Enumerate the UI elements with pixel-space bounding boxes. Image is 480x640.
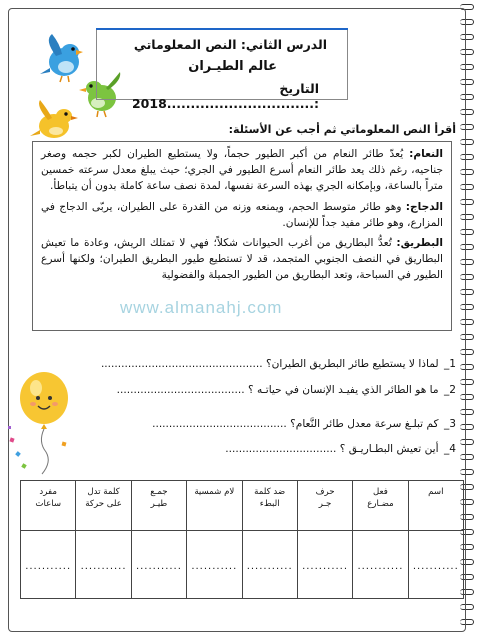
question-text: كم تبلـغ سرعة معدل طائر النَّعام؟ ........................................: [152, 418, 439, 430]
question-4[interactable]: [225, 443, 456, 455]
table-header-label: جمـع: [150, 487, 168, 497]
table-header-row: [21, 481, 464, 531]
body-penguin: تُعدُّ البطاريق من أغرب الحيوانات شكلاً؛ فهي لا تمتلك الريش، وعادة ما تعيش البطاريق في النصف الجنوبي المتجمد، قد لا تستطيع طيور البطريق الطيران؛ ولكنها أسرع الطيور في السباحة، وتعد البطاريق من الطيور الجميلة والفضولية: [41, 237, 443, 282]
table-header-label: البطء: [259, 499, 280, 509]
table-header-cell: [187, 481, 242, 531]
table-header-cell: [408, 481, 463, 531]
instruction-text: أقرأ النص المعلوماتي ثم أجب عن الأسئلة:: [228, 123, 456, 136]
table-answer-cell[interactable]: ...........: [353, 531, 408, 599]
term-penguin: البطريق:: [396, 237, 443, 250]
lesson-heading: الدرس الثاني: النص المعلوماتي: [133, 37, 327, 52]
table-header-label: ساعات: [35, 499, 62, 509]
date-field[interactable]: التاريخ :...............................2018: [131, 81, 319, 111]
table-answer-cell[interactable]: ...........: [408, 531, 463, 599]
table-answer-cell[interactable]: ...........: [21, 531, 76, 599]
question-3[interactable]: [152, 418, 456, 430]
question-text: لماذا لا يستطيع طائر البطريق الطيران؟ ................................................: [100, 358, 439, 370]
table-header-label: كلمة تدل: [87, 487, 120, 497]
question-number: 2_: [443, 384, 456, 396]
table-answer-row: [21, 531, 464, 599]
question-number: 1_: [443, 358, 456, 370]
table-header-cell: [297, 481, 352, 531]
watermark: www.almanahj.com: [120, 298, 283, 317]
table-header-label: مفرد: [39, 487, 57, 497]
table-header-label: لام شمسية: [194, 487, 235, 497]
table-answer-cell[interactable]: ...........: [131, 531, 186, 599]
paragraph-chicken: [41, 199, 443, 231]
lesson-title-box: [96, 28, 348, 111]
yellow-bird-icon: [30, 100, 78, 138]
table-header-cell: [353, 481, 408, 531]
lesson-title: عالم الطيـران: [188, 59, 277, 74]
balloon-icon: [2, 368, 80, 478]
table-header-label: طيـر: [150, 499, 168, 509]
table-header-cell: [131, 481, 186, 531]
body-ostrich: يُعدّ طائر النعام من أكبر الطيور حجماً، ولا يستطيع الطيران لكبر حجمه وصغر جناحيه، رغم ذلك يعد طائر النعام أسرع الطيور في الجري؛ حيث يبلغ معدل سرعته خمسين متراً بالساعة، وبإمكانه الجري بهذه السرعة نفسها، لمدة نصف ساعة كاملة بدون أن يتباطأ.: [41, 148, 443, 193]
table-header-label: على حركة: [85, 499, 122, 509]
body-chicken: وهو طائر متوسط الحجم، ويمنعه وزنه من القدرة على الطيران، يربّى الدجاج في المزارع، وهو طائر مفيد جداً للإنسان.: [41, 200, 443, 229]
term-chicken: الدجاج:: [405, 200, 443, 213]
table-header-label: اسم: [428, 487, 444, 497]
paragraph-ostrich: [41, 146, 443, 195]
table-answer-cell[interactable]: ...........: [187, 531, 242, 599]
title-accent-line: [96, 28, 348, 30]
question-2[interactable]: [117, 384, 456, 396]
table-header-cell: [76, 481, 131, 531]
table-header-label: مضـارع: [367, 499, 394, 509]
term-ostrich: النعام:: [409, 148, 443, 160]
question-number: 3_: [443, 418, 456, 430]
question-text: ما هو الطائر الذي يفيـد الإنسان في حياتـه ؟ ......................................: [116, 384, 439, 396]
question-1[interactable]: [101, 358, 456, 370]
table-answer-cell[interactable]: ...........: [76, 531, 131, 599]
blue-bird-icon: [40, 34, 83, 82]
word-classification-table: [20, 480, 464, 599]
table-header-cell: [21, 481, 76, 531]
table-header-cell: [242, 481, 297, 531]
table-header-label: حرف: [315, 487, 335, 497]
question-number: 4_: [443, 443, 456, 455]
table-answer-cell[interactable]: ...........: [297, 531, 352, 599]
table-header-label: فعل: [373, 487, 388, 497]
table-header-label: جـر: [318, 499, 332, 509]
table-header-label: ضد كلمة: [254, 487, 286, 497]
table-answer-cell[interactable]: ...........: [242, 531, 297, 599]
question-text: أين تعيش البطـاريـق ؟ .................................: [225, 443, 439, 455]
paragraph-penguin: [41, 235, 443, 284]
